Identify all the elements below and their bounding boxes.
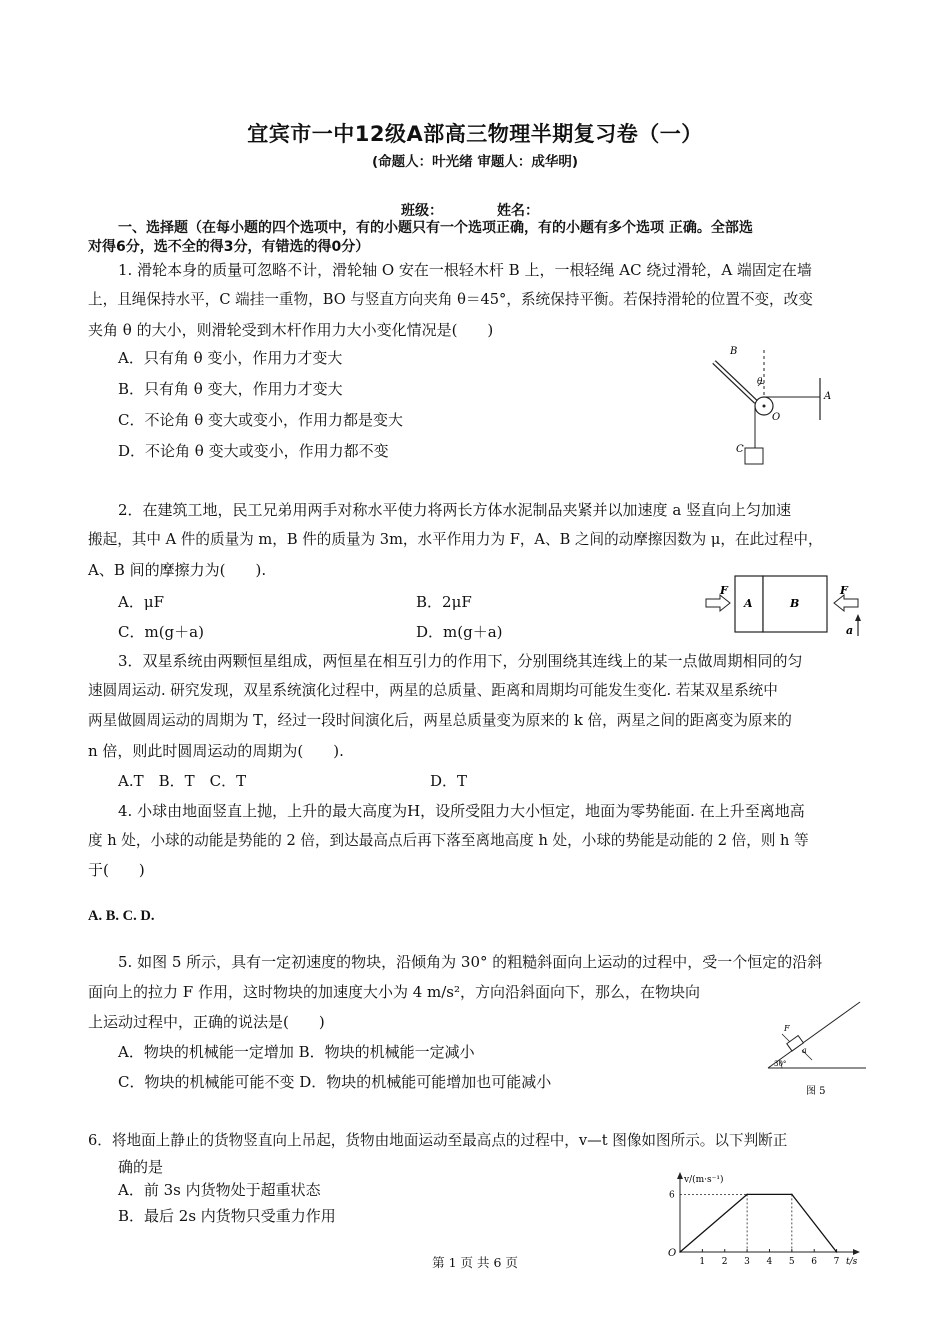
x-tick-label: 2 [721,1257,728,1267]
q2-label-accel: a [846,624,854,637]
page-subtitle: (命题人：叶光绪 审题人：成华明) [371,154,579,170]
x-tick-label: 3 [744,1257,750,1267]
q2-label-b-block: B [790,597,800,610]
q1-weight [745,448,763,464]
q2-line2: 搬起，其中 A 件的质量为 m，B 件的质量为 3m，水平作用力为 F，A、B 之间的动摩擦因数为 μ，在此过程中， [88,531,823,548]
q4-line2: 度 h 处，小球的动能是势能的 2 倍，到达最高点后再下落至离地高度 h 处，小球的势能是动能的 2 倍，则 h 等 [88,832,809,849]
q2-blocks-figure [700,570,870,642]
q2-line3: A、B 间的摩擦力为( ). [88,561,267,579]
x-tick-label: 1 [699,1257,706,1267]
q5-figure-caption: 图 5 [806,1086,826,1097]
origin-label: O [668,1248,677,1259]
q3-line4: n 倍，则此时圆周运动的周期为( ). [88,742,344,760]
q5-options-ab: A．物块的机械能一定增加 B．物块的机械能一定减小 [118,1043,475,1061]
q4-line3: 于( ) [88,861,145,879]
q5-incline [768,1002,860,1068]
q1-label-o: O [772,412,781,423]
q2-label-a-block: A [744,597,753,610]
q6-line1: 6．将地面上静止的货物竖直向上吊起，货物由地面运动至最高点的过程中，v—t 图像如图所示。以下判断正 [88,1132,788,1149]
q1-option-b: B．只有角 θ 变大，作用力才变大 [118,380,343,398]
q2-force-arrow-right [834,595,858,611]
q1-option-c: C．不论角 θ 变大或变小，作用力都是变大 [118,411,404,429]
name-label: 姓名： [497,203,539,219]
q1-line2: 上，且绳保持水平，C 端挂一重物，BO 与竖直方向夹角 θ＝45°，系统保持平衡。若保持滑轮的位置不变，改变 [88,291,813,308]
q5-line1: 5. 如图 5 所示，具有一定初速度的物块，沿倾角为 30° 的粗糙斜面向上运动的过程中，受一个恒定的沿斜 [118,953,823,971]
q1-line3: 夹角 θ 的大小，则滑轮受到木杆作用力大小变化情况是( ) [88,321,494,339]
q5-label-angle: 30° [774,1060,787,1068]
q2-label-f-left: F [720,584,728,597]
q1-label-b: B [730,346,738,357]
q3-line3: 两星做圆周运动的周期为 T，经过一段时间演化后，两星总质量变为原来的 k 倍，两星之间的距离变为原来的 [88,712,792,729]
data-point [791,1194,793,1196]
q1-label-a: A [824,391,832,402]
q2-force-arrow-left [706,595,730,611]
x-tick-label: 5 [788,1257,795,1267]
q5-line3: 上运动过程中，正确的说法是( ) [88,1013,325,1031]
q6-option-b: B．最后 2s 内货物只受重力作用 [118,1207,336,1225]
data-point [746,1194,748,1196]
q1-pulley-figure [700,340,850,470]
x-tick-label: 7 [833,1257,840,1267]
page-footer: 第 1 页 共 6 页 [432,1255,518,1270]
q1-option-d: D．不论角 θ 变大或变小，作用力都不变 [118,442,389,460]
q2-option-a: A．μF [118,593,164,611]
class-label: 班级： [401,203,443,219]
q4-line1: 4. 小球由地面竖直上抛，上升的最大高度为H，设所受阻力大小恒定，地面为零势能面. 在上升至离地高 [118,802,805,820]
x-tick-label: 4 [766,1257,773,1267]
q5-block [787,1036,804,1051]
q3-options-abc: A.T B．T C．T [118,772,247,790]
q5-label-a: a [802,1046,807,1055]
x-axis-label: t/s [846,1257,858,1267]
section-heading-line1: 一、选择题（在每小题的四个选项中，有的小题只有一个选项正确，有的小题有多个选项 正确。全部选 [118,220,753,236]
q5-options-cd: C．物块的机械能可能不变 D．物块的机械能可能增加也可能减小 [118,1073,552,1091]
q2-option-d: D．m(g＋a) [416,623,503,641]
q5-label-f: F [784,1024,790,1033]
q3-option-d: D．T [430,772,468,790]
q3-line1: 3．双星系统由两颗恒星组成，两恒星在相互引力的作用下，分别围绕其连线上的某一点做周期相同的匀 [118,652,803,670]
y-axis-label: v/(m·s⁻¹) [684,1175,724,1185]
q6-option-a: A．前 3s 内货物处于超重状态 [118,1181,321,1199]
q5-incline-figure [762,998,870,1102]
q2-line1: 2．在建筑工地，民工兄弟用两手对称水平使力将两长方体水泥制品夹紧并以加速度 a 竖直向上匀加速 [118,501,792,519]
series-line [680,1194,837,1252]
y-tick-label: 6 [669,1190,675,1201]
section-heading-line2: 对得6分，选不全的得3分，有错选的得0分） [88,239,370,255]
y-axis-arrow [677,1172,683,1179]
q1-line1: 1. 滑轮本身的质量可忽略不计，滑轮轴 O 安在一根轻木杆 B 上，一根轻绳 AC 绕过滑轮，A 端固定在墙 [118,261,812,279]
q6-line2: 确的是 [118,1158,164,1176]
q4-options: A. B. C. D. [88,908,155,924]
q2-option-c: C．m(g＋a) [118,623,204,641]
q2-option-b: B．2μF [416,593,472,611]
q3-line2: 速圆周运动. 研究发现，双星系统演化过程中，两星的总质量、距离和周期均可能发生变化. 若某双星系统中 [88,682,778,699]
q1-option-a: A．只有角 θ 变小，作用力才变大 [118,349,343,367]
q1-label-theta: θ [757,377,763,387]
x-tick-label: 6 [811,1257,817,1267]
q1-label-c: C [736,444,744,455]
page-title: 宜宾市一中12级A部高三物理半期复习卷（一） [247,122,703,146]
q2-label-f-right: F [840,584,848,597]
q5-line2: 面向上的拉力 F 作用，这时物块的加速度大小为 4 m/s²，方向沿斜面向下，那么，在物块向 [88,983,701,1001]
